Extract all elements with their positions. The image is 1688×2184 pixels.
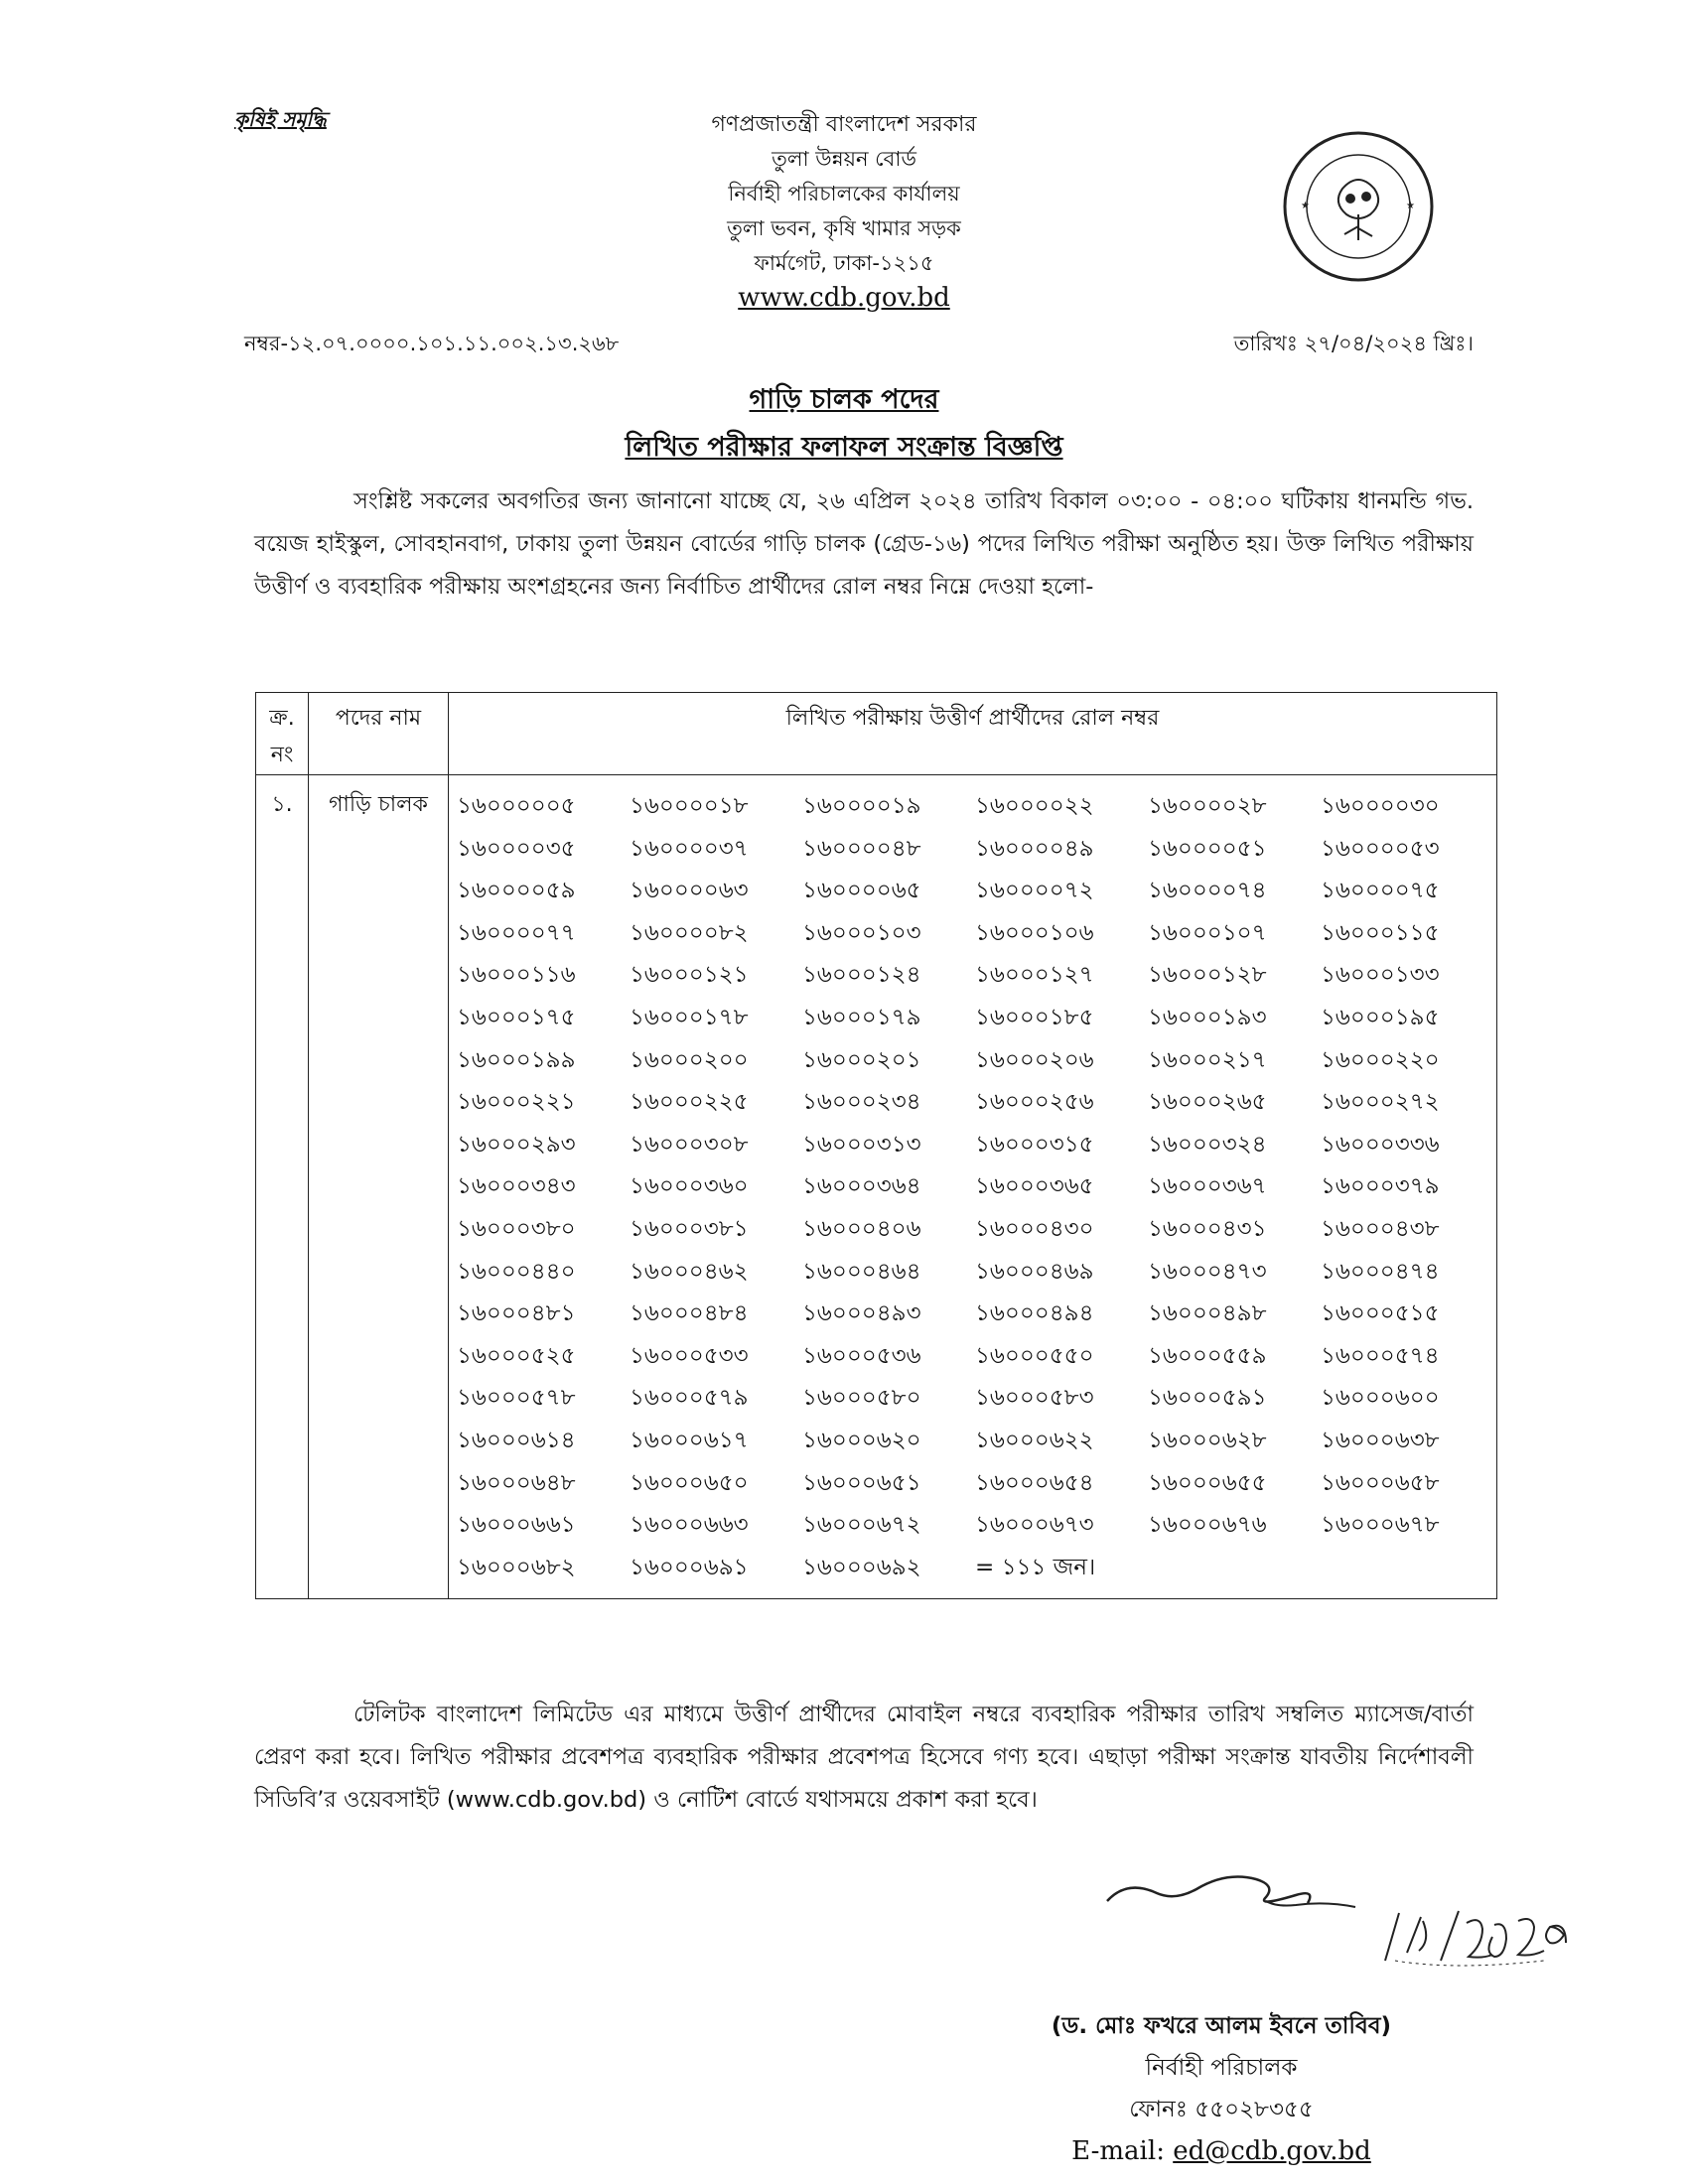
roll-number: ১৬০০০১৯৩ [1148, 1004, 1267, 1030]
roll-number: ১৬০০০৩৮১ [630, 1215, 749, 1242]
roll-number: ১৬০০০৩৩৬ [1321, 1131, 1440, 1158]
signatory-designation: নির্বাহী পরিচালক [1145, 2055, 1298, 2081]
roll-number: ১৬০০০৬৭৮ [1321, 1512, 1440, 1539]
roll-number: ১৬০০০২২১ [457, 1089, 576, 1116]
header-post: পদের নাম [309, 693, 449, 775]
city-line: ফার্মগেট, ঢাকা-১২১৫ [754, 251, 934, 275]
notice-title: গাড়ি চালক পদের [749, 384, 939, 415]
roll-number: ১৬০০০৬৫৪ [975, 1469, 1094, 1496]
roll-number: ১৬০০০১০৭ [1148, 919, 1267, 946]
roll-number: ১৬০০০৬৭৬ [1148, 1512, 1267, 1539]
signatory-email [993, 2130, 1450, 2172]
roll-number: ১৬০০০৩৬৫ [975, 1173, 1094, 1200]
roll-number: ১৬০০০৫৮০ [802, 1385, 921, 1412]
email-link[interactable]: ed@cdb.gov.bd [1173, 2136, 1371, 2166]
roll-number: ১৬০০০৬৫০ [630, 1469, 749, 1496]
roll-number: ১৬০০০০৮২ [630, 919, 749, 946]
roll-number: ১৬০০০৪৩০ [975, 1215, 1094, 1242]
roll-number: ১৬০০০৩৬৪ [802, 1173, 921, 1200]
roll-number: ১৬০০০০৫৩ [1321, 835, 1440, 862]
roll-number: ১৬০০০২০৬ [975, 1046, 1094, 1073]
header-rolls: লিখিত পরীক্ষায় উত্তীর্ণ প্রার্থীদের রোল নম্বর [449, 693, 1497, 775]
roll-number: ১৬০০০৬৭৩ [975, 1512, 1094, 1539]
roll-number: ১৬০০০৬৫৮ [1321, 1469, 1440, 1496]
row-post: গাড়ি চালক [309, 775, 449, 1599]
roll-number: ১৬০০০৪৪০ [457, 1258, 576, 1285]
roll-number: ১৬০০০৩৭৯ [1321, 1173, 1440, 1200]
table-row [256, 775, 1497, 1599]
roll-number: ১৬০০০৩১৩ [802, 1131, 921, 1158]
roll-number: ১৬০০০২০১ [802, 1046, 921, 1073]
roll-number: ১৬০০০৬৫১ [802, 1469, 921, 1496]
roll-number: ১৬০০০০৬৫ [802, 878, 921, 904]
roll-number: ১৬০০০০০৫ [457, 793, 576, 819]
roll-number: ১৬০০০১০৬ [975, 919, 1094, 946]
roll-number: ১৬০০০৬৮২ [457, 1554, 576, 1580]
roll-number: ১৬০০০৬১৪ [457, 1427, 576, 1453]
roll-number: ১৬০০০০৩৫ [457, 835, 576, 862]
roll-number: ১৬০০০৫৩৩ [630, 1342, 749, 1369]
table-header-row [256, 693, 1497, 775]
roll-number: ১৬০০০০৭৭ [457, 919, 576, 946]
roll-number: ১৬০০০২২০ [1321, 1046, 1440, 1073]
roll-number: ১৬০০০৬৯১ [630, 1554, 749, 1580]
roll-number: ১৬০০০৩৪৩ [457, 1173, 576, 1200]
organization-name: তুলা উন্নয়ন বোর্ড [772, 147, 916, 171]
notice-subtitle: লিখিত পরীক্ষার ফলাফল সংক্রান্ত বিজ্ঞপ্তি [625, 432, 1063, 463]
slogan: কৃষিই সমৃদ্ধি [234, 107, 327, 131]
roll-number: ১৬০০০২৭২ [1321, 1089, 1440, 1116]
roll-number: ১৬০০০২৫৬ [975, 1089, 1094, 1116]
government-name: গণপ্রজাতন্ত্রী বাংলাদেশ সরকার [711, 112, 977, 137]
roll-number: ১৬০০০১২৭ [975, 962, 1094, 989]
roll-number: ১৬০০০১৯৫ [1321, 1004, 1440, 1030]
roll-number: ১৬০০০৫৮৩ [975, 1385, 1094, 1412]
roll-number: ১৬০০০৪৮১ [457, 1300, 576, 1327]
roll-number: ১৬০০০৪৯৪ [975, 1300, 1094, 1327]
roll-number: ১৬০০০২৩৪ [802, 1089, 921, 1116]
roll-number: ১৬০০০১৭৯ [802, 1004, 921, 1030]
roll-number: ১৬০০০৪৩১ [1148, 1215, 1267, 1242]
roll-number: ১৬০০০১৮৫ [975, 1004, 1094, 1030]
roll-number: ১৬০০০৬১৭ [630, 1427, 749, 1453]
memo-number: নম্বর-১২.০৭.০০০০.১০১.১১.০০২.১৩.২৬৮ [244, 332, 620, 355]
official-seal-icon [1281, 129, 1436, 284]
roll-number: ১৬০০০১২৮ [1148, 962, 1267, 989]
results-table [255, 692, 1497, 1599]
office-name: নির্বাহী পরিচালকের কার্যালয় [728, 182, 960, 205]
roll-number: ১৬০০০৩৬০ [630, 1173, 749, 1200]
roll-number: ১৬০০০০৪৮ [802, 835, 921, 862]
roll-number: ১৬০০০৬৩৮ [1321, 1427, 1440, 1453]
roll-number: ১৬০০০৫১৫ [1321, 1300, 1440, 1327]
roll-number: ১৬০০০১২১ [630, 962, 749, 989]
roll-number: ১৬০০০০৪৯ [975, 835, 1094, 862]
roll-number: ১৬০০০১৭৮ [630, 1004, 749, 1030]
roll-number: ১৬০০০৫২৫ [457, 1342, 576, 1369]
roll-number: ১৬০০০১৩৩ [1321, 962, 1440, 989]
roll-number: ১৬০০০৩৬৭ [1148, 1173, 1267, 1200]
roll-number: ১৬০০০৩৮০ [457, 1215, 576, 1242]
roll-number: ১৬০০০৪৭৩ [1148, 1258, 1267, 1285]
letterhead [616, 107, 1072, 316]
roll-number: ১৬০০০৪৯৩ [802, 1300, 921, 1327]
roll-number: ১৬০০০২৬৫ [1148, 1089, 1267, 1116]
roll-number: ১৬০০০১০৩ [802, 919, 921, 946]
roll-number: ১৬০০০০৫১ [1148, 835, 1267, 862]
roll-number: ১৬০০০০৭২ [975, 878, 1094, 904]
roll-number: ১৬০০০০৭৪ [1148, 878, 1267, 904]
roll-number: ১৬০০০৫৫০ [975, 1342, 1094, 1369]
signatory-name: (ড. মোঃ ফখরে আলম ইবনে তাবিব) [1051, 2013, 1392, 2039]
roll-number: ১৬০০০১১৫ [1321, 919, 1440, 946]
roll-number: ১৬০০০৫৭৪ [1321, 1342, 1440, 1369]
roll-number: ১৬০০০১১৬ [457, 962, 576, 989]
roll-number: ১৬০০০৬২২ [975, 1427, 1094, 1453]
roll-number: ১৬০০০১৭৫ [457, 1004, 576, 1030]
closing-paragraph: টেলিটক বাংলাদেশ লিমিটেড এর মাধ্যমে উত্তীর্ণ প্রার্থীদের মোবাইল নম্বরে ব্যবহারিক পরীক্ষার তারিখ সম্বলিত ম্যাসেজ/বার্তা প্রেরণ করা হবে। লিখিত পরীক্ষার প্রবেশপত্র ব্যবহারিক পরীক্ষার প্রবেশপত্র হিসেবে গণ্য হবে। এছাড়া পরীক্ষা সংক্রান্ত যাবতীয় নির্দেশাবলী সিডিবি’র ওয়েবসাইট (www.cdb.gov.bd) ও নোটিশ বোর্ডে যথাসময়ে প্রকাশ করা হবে। [254, 1702, 1474, 1813]
total-count: = ১১১ জন। [975, 1554, 1096, 1580]
roll-number: ১৬০০০২১৭ [1148, 1046, 1267, 1073]
roll-number: ১৬০০০০৩৭ [630, 835, 749, 862]
row-serial: ১. [256, 775, 309, 1599]
roll-numbers-cell [449, 775, 1497, 1599]
roll-number: ১৬০০০৩২৪ [1148, 1131, 1267, 1158]
roll-number: ১৬০০০০৫৯ [457, 878, 576, 904]
roll-number: ১৬০০০৫৫৯ [1148, 1342, 1267, 1369]
svg-text:★: ★ [1301, 201, 1310, 211]
roll-number: ১৬০০০৫৩৬ [802, 1342, 921, 1369]
roll-number: ১৬০০০০৬৩ [630, 878, 749, 904]
roll-number: ১৬০০০৪০৬ [802, 1215, 921, 1242]
roll-number: ১৬০০০৫৯১ [1148, 1385, 1267, 1412]
roll-number: ১৬০০০৩১৫ [975, 1131, 1094, 1158]
roll-number: ১৬০০০০২৮ [1148, 793, 1267, 819]
roll-number: ১৬০০০৫৭৮ [457, 1385, 576, 1412]
roll-number: ১৬০০০৪৩৮ [1321, 1215, 1440, 1242]
roll-number: ১৬০০০০৩০ [1321, 793, 1440, 819]
roll-number: ১৬০০০২০০ [630, 1046, 749, 1073]
roll-number: ১৬০০০৬২০ [802, 1427, 921, 1453]
roll-number: ১৬০০০২৯৩ [457, 1131, 576, 1158]
signatory-phone: ফোনঃ ৫৫০২৮৩৫৫ [1129, 2097, 1314, 2122]
roll-number: ১৬০০০৩০৮ [630, 1131, 749, 1158]
issue-date: তারিখঃ ২৭/০৪/২০২৪ খ্রিঃ। [1233, 332, 1474, 355]
roll-number: ১৬০০০৬৫৫ [1148, 1469, 1267, 1496]
roll-number: ১৬০০০৬৭২ [802, 1512, 921, 1539]
roll-number: ১৬০০০৪৬৯ [975, 1258, 1094, 1285]
roll-number: ১৬০০০৪৮৪ [630, 1300, 749, 1327]
website-link[interactable]: www.cdb.gov.bd [738, 283, 950, 313]
roll-number: ১৬০০০৪৯৮ [1148, 1300, 1267, 1327]
roll-number: ১৬০০০৪৬২ [630, 1258, 749, 1285]
roll-number: ১৬০০০০৭৫ [1321, 878, 1440, 904]
roll-number: ১৬০০০০২২ [975, 793, 1094, 819]
roll-number: ১৬০০০৬৯২ [802, 1554, 921, 1580]
roll-number: ১৬০০০১২৪ [802, 962, 921, 989]
roll-number: ১৬০০০৬০০ [1321, 1385, 1440, 1412]
roll-number: ১৬০০০২২৫ [630, 1089, 749, 1116]
roll-number: ১৬০০০০১৮ [630, 793, 749, 819]
svg-text:★: ★ [1406, 201, 1415, 211]
roll-number: ১৬০০০৬৪৮ [457, 1469, 576, 1496]
intro-paragraph: সংশ্লিষ্ট সকলের অবগতির জন্য জানানো যাচ্ছে যে, ২৬ এপ্রিল ২০২৪ তারিখ বিকাল ০৩:০০ - ০৪:০০ ঘটিকায় ধানমন্ডি গভ. বয়েজ হাইস্কুল, সোবহানবাগ, ঢাকায় তুলা উন্নয়ন বোর্ডের গাড়ি চালক (গ্রেড-১৬) পদের লিখিত পরীক্ষা অনুষ্ঠিত হয়। উক্ত লিখিত পরীক্ষায় উত্তীর্ণ ও ব্যবহারিক পরীক্ষায় অংশগ্রহনের জন্য নির্বাচিত প্রার্থীদের রোল নম্বর নিম্নে দেওয়া হলো- [254, 488, 1474, 600]
header-serial: ক্র. নং [256, 693, 309, 775]
email-label: E-mail: [1071, 2136, 1165, 2166]
address-line: তুলা ভবন, কৃষি খামার সড়ক [727, 216, 961, 240]
signature-block [993, 2005, 1450, 2172]
roll-number: ১৬০০০৬৬৩ [630, 1512, 749, 1539]
roll-number: ১৬০০০০১৯ [802, 793, 921, 819]
roll-number: ১৬০০০৪৭৪ [1321, 1258, 1440, 1285]
roll-number: ১৬০০০৫৭৯ [630, 1385, 749, 1412]
roll-number: ১৬০০০৬২৮ [1148, 1427, 1267, 1453]
roll-number: ১৬০০০৬৬১ [457, 1512, 576, 1539]
handwritten-signature [1097, 1861, 1653, 1980]
roll-number: ১৬০০০১৯৯ [457, 1046, 576, 1073]
roll-numbers-grid [457, 787, 1496, 1590]
roll-number: ১৬০০০৪৬৪ [802, 1258, 921, 1285]
